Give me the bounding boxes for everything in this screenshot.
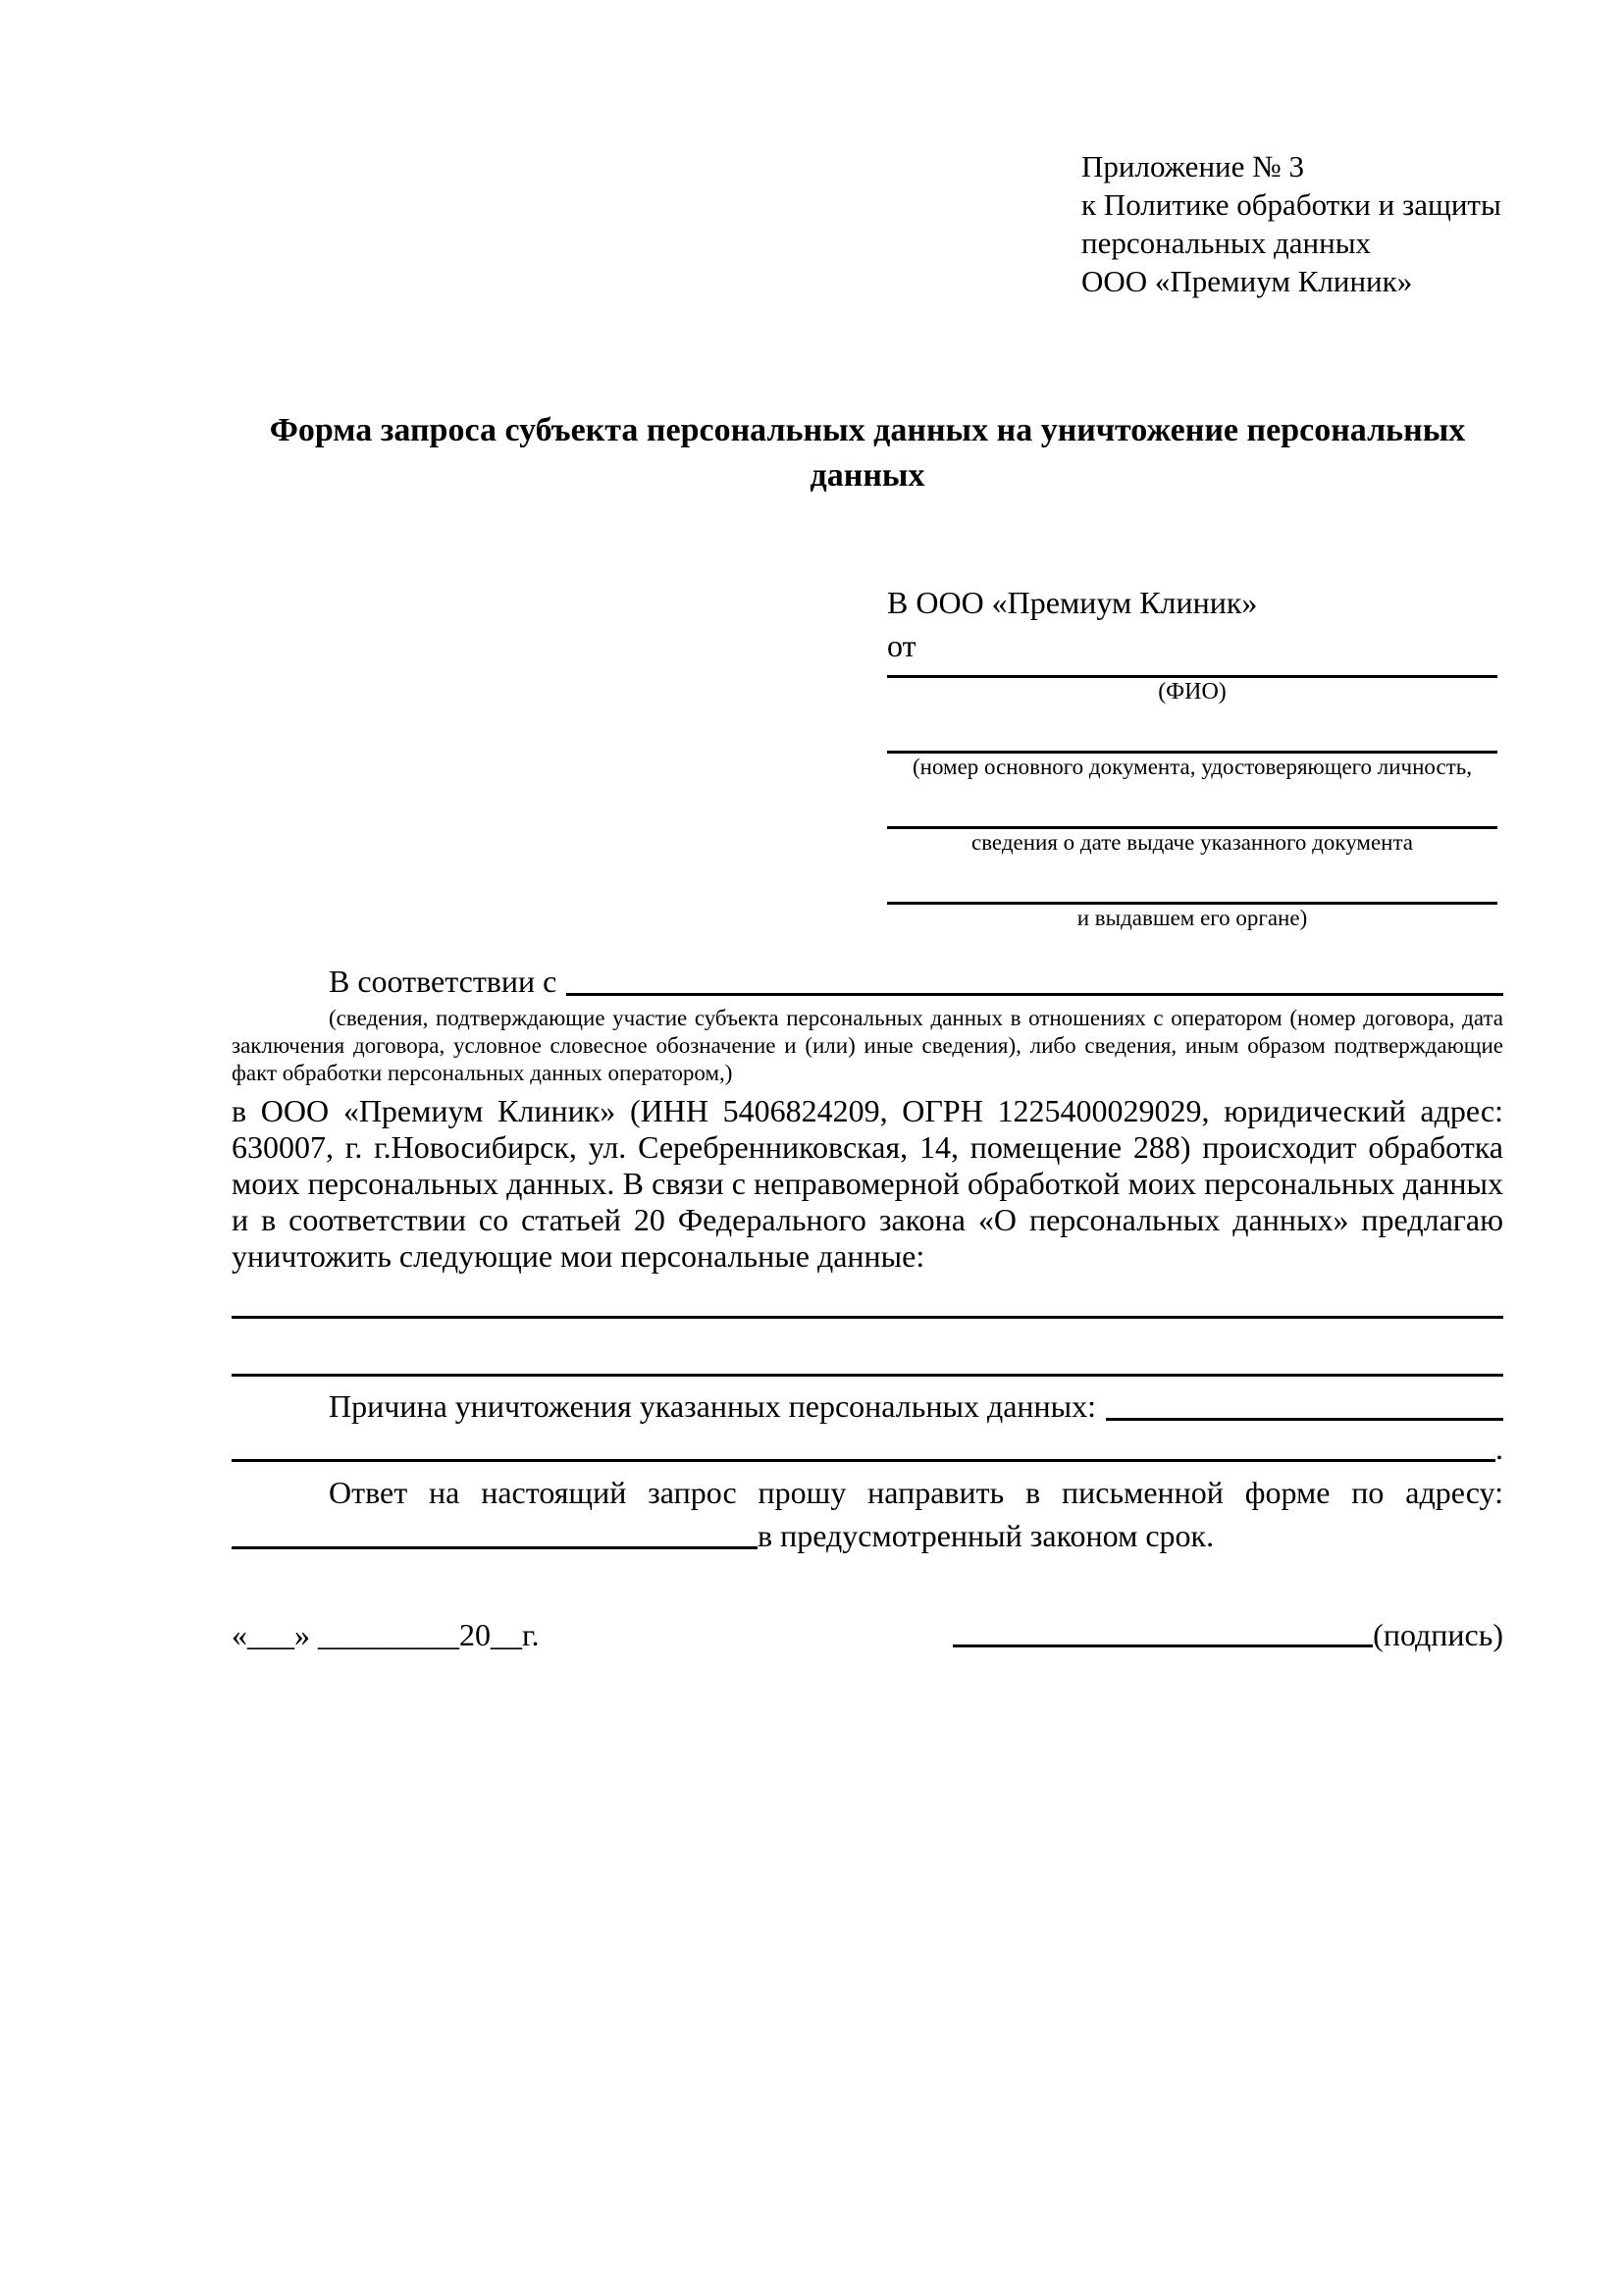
fio-blank-line — [887, 667, 1497, 678]
fio-caption: (ФИО) — [1158, 679, 1227, 704]
accordance-blank-line — [566, 960, 1503, 996]
response-request-line2 — [232, 1514, 1503, 1557]
issue-date-field — [887, 781, 1497, 857]
data-blank-line-1 — [232, 1275, 1503, 1319]
appendix-line: персональных данных — [1081, 226, 1372, 260]
addressee-from-label: от — [887, 628, 916, 663]
reason-blank-line — [1106, 1384, 1503, 1421]
addressee-block — [887, 581, 1497, 932]
issuing-authority-caption: и выдавшем его органе) — [1076, 906, 1308, 930]
address-blank-line — [232, 1514, 758, 1549]
accordance-label: В соответствии с — [329, 964, 557, 999]
appendix-line: Приложение № 3 — [1081, 149, 1304, 183]
signature-group — [953, 1614, 1503, 1655]
paragraph-indent — [232, 960, 329, 1003]
data-blank-line-2 — [232, 1319, 1503, 1377]
signature-blank-line — [953, 1644, 1373, 1647]
paragraph-indent — [232, 1384, 329, 1428]
document-number-blank-line — [887, 705, 1497, 754]
accordance-note: (сведения, подтверждающие участие субъекта персональных данных в отношениях с оператором (номер договора, дата заключения договора, условное словесное обозначение и (или) иные сведения), либо сведения, иным образом подтверждающие факт обработки персональных данных оператором,) — [232, 1006, 1503, 1085]
response-request-line1: Ответ на настоящий запрос прошу направить в письменной форме по адресу: — [329, 1475, 1503, 1510]
appendix-line: к Политике обработки и защиты — [1081, 187, 1501, 222]
main-paragraph: в ООО «Премиум Клиник» (ИНН 5406824209, ОГРН 1225400029029, юридический адрес: 630007, г. г.Новосибирск, ул. Серебренниковская, 14, помещение 288) происходит обработка моих персональных данных. В связи с неправомерной обработкой моих персональных данных и в соответствии со статьей 20 Федерального закона «О персональных данных» предлагаю уничтожить следующие мои персональные данные: — [232, 1093, 1503, 1274]
response-suffix: в предусмотренный законом срок. — [758, 1518, 1215, 1553]
date-template: «___» _________20__г. — [232, 1617, 540, 1652]
document-number-caption: (номер основного документа, удостоверяющего личность, — [912, 755, 1472, 779]
document-number-field — [887, 705, 1497, 781]
reason-continuation-row — [232, 1428, 1503, 1469]
appendix-line: ООО «Премиум Клиник» — [1081, 264, 1413, 298]
reason-blank-line-2 — [232, 1428, 1495, 1462]
issue-date-blank-line — [887, 781, 1497, 829]
signature-caption: (подпись) — [1373, 1617, 1503, 1652]
issue-date-caption: сведения о дате выдаче указанного документа — [970, 830, 1414, 855]
footer-row — [232, 1614, 1503, 1655]
reason-period: . — [1495, 1431, 1503, 1466]
appendix-reference — [1081, 147, 1503, 300]
fio-field — [887, 667, 1497, 705]
reason-label: Причина уничтожения указанных персональных данных: — [329, 1388, 1097, 1424]
issuing-authority-field — [887, 857, 1497, 932]
accordance-row — [232, 960, 1503, 1003]
page-title: Форма запроса субъекта персональных данных на уничтожение персональных данных — [269, 412, 1466, 494]
reason-row — [232, 1384, 1503, 1428]
issuing-authority-blank-line — [887, 857, 1497, 905]
addressee-to: В ООО «Премиум Клиник» — [887, 585, 1258, 620]
